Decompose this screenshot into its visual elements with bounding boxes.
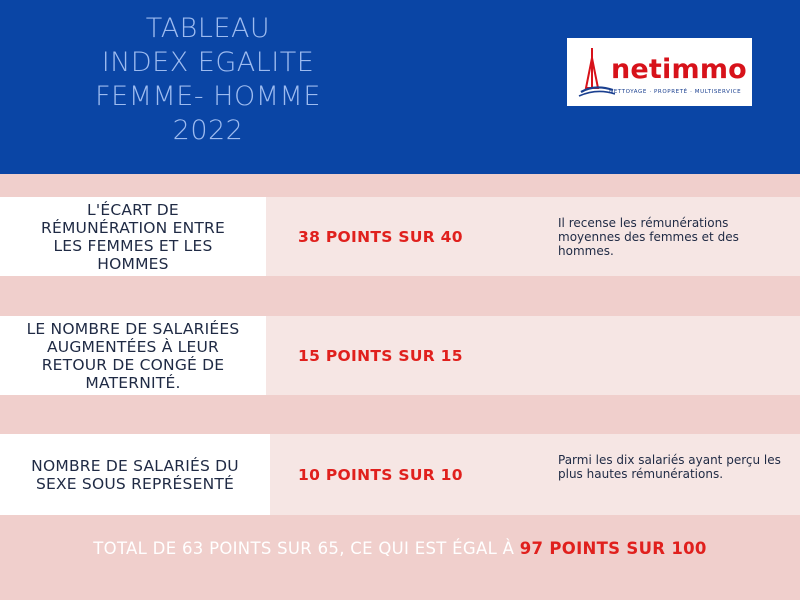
row-1-label-line-1: L'ÉCART DE bbox=[87, 200, 179, 219]
row-3-label-line-2: SEXE SOUS REPRÉSENTÉ bbox=[35, 474, 235, 493]
row-1-label bbox=[0, 197, 266, 276]
row-1-label-line-2: RÉMUNÉRATION ENTRE bbox=[41, 218, 225, 237]
netimmo-logo bbox=[567, 38, 752, 106]
row-3-points: 10 POINTS SUR 10 bbox=[298, 466, 463, 484]
title-line-4: 2022 bbox=[172, 115, 244, 146]
logo-tagline: NETTOYAGE · PROPRETÉ · MULTISERVICE bbox=[609, 89, 742, 95]
row-1-label-line-3: LES FEMMES ET LES bbox=[53, 236, 213, 255]
row-2-label-line-3: RETOUR DE CONGÉ DE bbox=[41, 355, 225, 374]
title-line-1: TABLEAU bbox=[145, 13, 271, 44]
row-2-label-line-4: MATERNITÉ. bbox=[85, 373, 181, 392]
logo-wordmark: netimmo bbox=[611, 54, 747, 85]
header-banner bbox=[0, 0, 800, 174]
total-text: TOTAL DE 63 POINTS SUR 65, CE QUI EST ÉGAL À bbox=[93, 539, 520, 558]
row-2-label-line-2: AUGMENTÉES À LEUR bbox=[46, 337, 219, 356]
row-2-points: 15 POINTS SUR 15 bbox=[298, 347, 463, 365]
total-summary bbox=[0, 539, 800, 559]
row-3-label bbox=[0, 434, 270, 515]
total-highlight: 97 POINTS SUR 100 bbox=[519, 539, 707, 558]
row-3-label-line-1: NOMBRE DE SALARIÉS DU bbox=[31, 456, 239, 475]
row-1-points: 38 POINTS SUR 40 bbox=[298, 228, 463, 246]
page-title bbox=[48, 12, 368, 148]
title-line-2: INDEX EGALITE bbox=[101, 47, 315, 78]
row-1-description: Il recense les rémunérations moyennes des femmes et des hommes. bbox=[558, 216, 739, 258]
row-1-label-line-4: HOMMES bbox=[97, 254, 169, 273]
title-line-3: FEMME- HOMME bbox=[95, 81, 321, 112]
row-2-label bbox=[0, 316, 266, 395]
row-2-label-line-1: LE NOMBRE DE SALARIÉES bbox=[26, 319, 240, 338]
row-3-description: Parmi les dix salariés ayant perçu les plus hautes rémunérations. bbox=[558, 453, 781, 481]
